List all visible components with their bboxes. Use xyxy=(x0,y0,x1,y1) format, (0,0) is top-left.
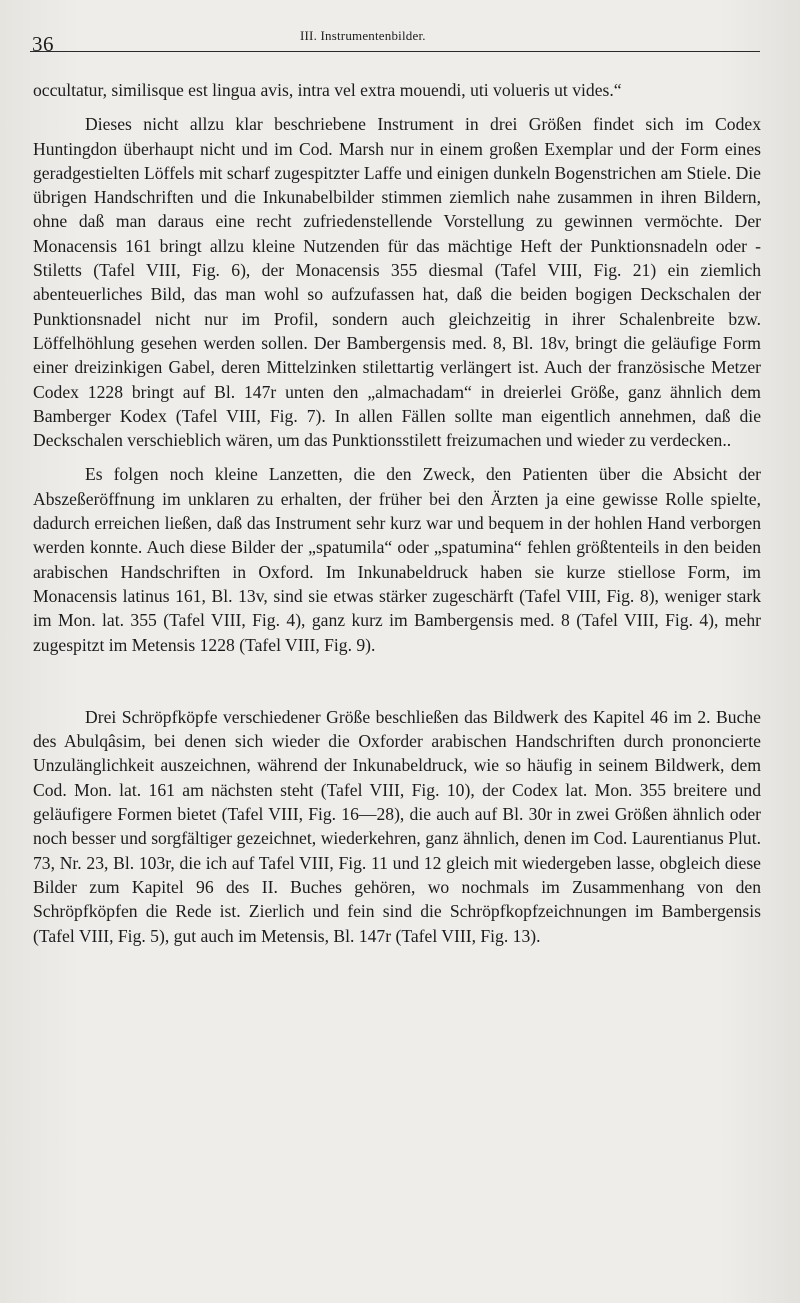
page-number: 36 xyxy=(32,32,54,56)
section-gap xyxy=(33,657,761,705)
running-head: III. Instrumentenbilder. xyxy=(300,28,426,43)
page-header xyxy=(30,0,760,56)
paragraph-instrument-description: Dieses nicht allzu klar beschriebene Instrument in drei Größen findet sich im Codex Huntingdon überhaupt nicht und im Cod. Marsh nur in einem großen Exemplar und der Form eines geradgestielten Löffels mit scharf zugespitzter Laffe und einigen dunkeln Bogenstrichen am Stiele. Die übrigen Handschriften und die Inkunabelbilder stimmen ziemlich nahe zusammen in ihren Bildern, ohne daß man daraus eine recht zufriedenstellende Vorstellung zu gewinnen vermöchte. Der Monacensis 161 bringt allzu kleine Nutzenden für das mächtige Heft der Punktionsnadeln oder -Stiletts (Tafel VIII, Fig. 6), der Monacensis 355 diesmal (Tafel VIII, Fig. 21) ein ziemlich abenteuerliches Bild, das man wohl so aufzufassen hat, daß die beiden bogigen Deckschalen der Punktionsnadel nicht nur im Profil, sondern auch gleichzeitig in ihrer Schalenbreite bzw. Löffelhöhlung gesehen werden sollen. Der Bambergensis med. 8, Bl. 18v, bringt die geläufige Form einer dreizinkigen Gabel, deren Mittelzinken stilettartig verlängert ist. Auch der französische Metzer Codex 1228 bringt auf Bl. 147r unten den „almachadam“ in dreierlei Größe, ganz ähnlich dem Bamberger Kodex (Tafel VIII, Fig. 7). In allen Fällen sollte man eigentlich annehmen, daß die Deckschalen verschieblich wären, um das Punktionsstilett freizumachen und wieder zu verdecken.. xyxy=(33,114,761,451)
header-rule xyxy=(30,51,760,52)
paragraph-cupping-glasses: Drei Schröpfköpfe verschiedener Größe beschließen das Bildwerk des Kapitel 46 im 2. Buche des Abulqâsim, bei denen sich wieder die Oxforder arabischen Handschriften durch prononcierte Unzulänglichkeit auszeichnen, während der Inkunabeldruck, wie so häufig in seinem Bildwerk, dem Cod. Mon. lat. 161 am nächsten steht (Tafel VIII, Fig. 10), der Codex lat. Mon. 355 breitere und geläufigere Formen bietet (Tafel VIII, Fig. 16—28), die auch auf Bl. 30r in zwei Größen ähnlich oder noch besser und sorgfältiger gezeichnet, wiederkehren, ganz ähnlich, denen im Cod. Laurentianus Plut. 73, Nr. 23, Bl. 103r, die ich auf Tafel VIII, Fig. 11 und 12 gleich mit wiedergeben lasse, obgleich diese Bilder zum Kapitel 96 des II. Buches gehören, wo nochmals im Zusammenhang von den Schröpfköpfen die Rede ist. Zierlich und fein sind die Schröpfkopfzeichnungen im Bambergensis (Tafel VIII, Fig. 5), gut auch im Metensis, Bl. 147r (Tafel VIII, Fig. 13). xyxy=(33,706,761,946)
paragraph-continuation: occultatur, similisque est lingua avis, intra vel extra mouendi, uti volueris ut vides.“ xyxy=(33,80,622,100)
paragraph-gap xyxy=(33,452,761,462)
paragraph-lancets: Es folgen noch kleine Lanzetten, die den Zweck, den Patienten über die Absicht der Abszeßeröffnung im unklaren zu erhalten, der früher bei den Ärzten ja eine gewisse Rolle spielte, dadurch erreichen ließen, daß das Instrument sehr kurz war und bequem in der hohlen Hand verborgen werden konnte. Auch diese Bilder der „spatumila“ oder „spatumina“ fehlen größtenteils in den beiden arabischen Handschriften in Oxford. Im Inkunabeldruck haben sie kurze stiellose Form, im Monacensis latinus 161, Bl. 13v, sind sie etwas stärker zugeschärft (Tafel VIII, Fig. 8), weniger stark im Mon. lat. 355 (Tafel VIII, Fig. 4), ganz kurz im Bambergensis med. 8 (Tafel VIII, Fig. 4), mehr zugespitzt im Metensis 1228 (Tafel VIII, Fig. 9). xyxy=(33,464,761,655)
body-text xyxy=(33,78,761,948)
paragraph-gap xyxy=(33,102,761,112)
